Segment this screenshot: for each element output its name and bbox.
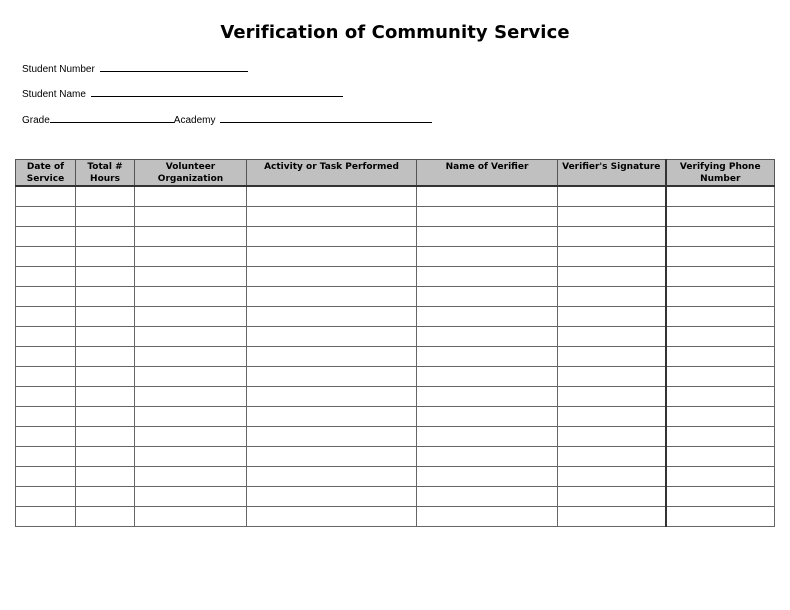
table-row (16, 186, 775, 206)
table-cell[interactable] (247, 246, 417, 266)
student-number-field[interactable] (100, 61, 248, 72)
table-cell[interactable] (247, 226, 417, 246)
table-cell[interactable] (76, 186, 135, 206)
table-cell[interactable] (666, 246, 775, 266)
table-cell[interactable] (16, 246, 76, 266)
table-cell[interactable] (558, 306, 666, 326)
table-cell[interactable] (558, 326, 666, 346)
table-cell[interactable] (558, 446, 666, 466)
table-row (16, 366, 775, 386)
table-cell[interactable] (417, 446, 558, 466)
table-cell[interactable] (558, 286, 666, 306)
table-cell[interactable] (76, 266, 135, 286)
table-cell[interactable] (135, 506, 247, 526)
table-header-row (16, 160, 775, 187)
table-cell[interactable] (16, 206, 76, 226)
table-cell[interactable] (16, 326, 76, 346)
table-cell[interactable] (76, 226, 135, 246)
table-cell[interactable] (666, 506, 775, 526)
table-cell[interactable] (666, 286, 775, 306)
table-cell[interactable] (666, 306, 775, 326)
table-cell[interactable] (16, 366, 76, 386)
service-log-table (15, 159, 775, 527)
table-cell[interactable] (558, 266, 666, 286)
table-cell[interactable] (76, 326, 135, 346)
table-cell[interactable] (135, 246, 247, 266)
column-verifying-phone: Verifying Phone Number (666, 160, 775, 187)
table-cell[interactable] (417, 226, 558, 246)
table-cell[interactable] (666, 486, 775, 506)
table-cell[interactable] (135, 486, 247, 506)
table-cell[interactable] (247, 286, 417, 306)
table-cell[interactable] (417, 506, 558, 526)
grade-field[interactable] (50, 112, 174, 123)
table-cell[interactable] (135, 306, 247, 326)
table-row (16, 446, 775, 466)
table-cell[interactable] (135, 346, 247, 366)
table-cell[interactable] (558, 406, 666, 426)
table-cell[interactable] (16, 466, 76, 486)
table-cell[interactable] (135, 326, 247, 346)
table-cell[interactable] (135, 286, 247, 306)
table-cell[interactable] (247, 266, 417, 286)
student-name-label: Student Name (22, 89, 86, 100)
table-cell[interactable] (558, 346, 666, 366)
table-cell[interactable] (417, 286, 558, 306)
table-cell[interactable] (76, 366, 135, 386)
table-cell[interactable] (76, 426, 135, 446)
table-cell[interactable] (247, 406, 417, 426)
table-cell[interactable] (417, 306, 558, 326)
student-number-label: Student Number (22, 64, 95, 75)
column-total-hours: Total # Hours (76, 160, 135, 187)
table-cell[interactable] (16, 286, 76, 306)
table-cell[interactable] (558, 426, 666, 446)
table-cell[interactable] (666, 446, 775, 466)
table-cell[interactable] (16, 506, 76, 526)
table-cell[interactable] (16, 306, 76, 326)
table-cell[interactable] (247, 426, 417, 446)
grade-label: Grade (22, 115, 50, 126)
table-row (16, 386, 775, 406)
table-cell[interactable] (135, 466, 247, 486)
table-row (16, 506, 775, 526)
table-cell[interactable] (666, 266, 775, 286)
column-verifier-signature: Verifier's Signature (558, 160, 666, 187)
table-cell[interactable] (16, 426, 76, 446)
grade-academy-row (22, 112, 432, 126)
table-cell[interactable] (558, 186, 666, 206)
table-cell[interactable] (135, 366, 247, 386)
table-cell[interactable] (76, 286, 135, 306)
column-name-of-verifier: Name of Verifier (417, 160, 558, 187)
table-cell[interactable] (16, 346, 76, 366)
student-number-row (22, 61, 248, 75)
table-row (16, 266, 775, 286)
student-name-field[interactable] (91, 86, 343, 97)
column-date-of-service: Date of Service (16, 160, 76, 187)
table-cell[interactable] (76, 386, 135, 406)
table-cell[interactable] (666, 326, 775, 346)
table-cell[interactable] (666, 366, 775, 386)
table-cell[interactable] (417, 346, 558, 366)
table-cell[interactable] (417, 386, 558, 406)
table-cell[interactable] (247, 506, 417, 526)
table-cell[interactable] (16, 266, 76, 286)
table-cell[interactable] (247, 386, 417, 406)
table-cell[interactable] (558, 386, 666, 406)
table-cell[interactable] (558, 206, 666, 226)
page-title: Verification of Community Service (220, 22, 570, 43)
table-cell[interactable] (666, 226, 775, 246)
table-cell[interactable] (135, 226, 247, 246)
table-cell[interactable] (417, 486, 558, 506)
table-cell[interactable] (135, 446, 247, 466)
column-volunteer-organization: Volunteer Organization (135, 160, 247, 187)
table-cell[interactable] (558, 366, 666, 386)
table-cell[interactable] (417, 246, 558, 266)
table-cell[interactable] (417, 366, 558, 386)
table-cell[interactable] (666, 386, 775, 406)
table-cell[interactable] (417, 426, 558, 446)
table-cell[interactable] (76, 306, 135, 326)
table-row (16, 246, 775, 266)
table-cell[interactable] (135, 266, 247, 286)
table-cell[interactable] (417, 266, 558, 286)
table-cell[interactable] (76, 246, 135, 266)
table-cell[interactable] (135, 186, 247, 206)
table-cell[interactable] (417, 326, 558, 346)
table-cell[interactable] (247, 346, 417, 366)
table-cell[interactable] (135, 406, 247, 426)
table-cell[interactable] (135, 426, 247, 446)
table-cell[interactable] (16, 406, 76, 426)
table-row (16, 346, 775, 366)
table-body (16, 186, 775, 526)
table-cell[interactable] (16, 386, 76, 406)
table-cell[interactable] (417, 466, 558, 486)
table-cell[interactable] (666, 426, 775, 446)
table-cell[interactable] (135, 386, 247, 406)
table-row (16, 426, 775, 446)
table-cell[interactable] (558, 466, 666, 486)
table-cell[interactable] (417, 206, 558, 226)
table-cell[interactable] (247, 206, 417, 226)
table-cell[interactable] (417, 186, 558, 206)
column-activity-performed: Activity or Task Performed (247, 160, 417, 187)
table-cell[interactable] (247, 326, 417, 346)
table-cell[interactable] (558, 226, 666, 246)
table-cell[interactable] (666, 186, 775, 206)
table-cell[interactable] (666, 206, 775, 226)
table-cell[interactable] (135, 206, 247, 226)
table-cell[interactable] (666, 346, 775, 366)
table-cell[interactable] (558, 506, 666, 526)
table-row (16, 406, 775, 426)
table-cell[interactable] (76, 486, 135, 506)
table-cell[interactable] (558, 486, 666, 506)
table-cell[interactable] (16, 226, 76, 246)
table-row (16, 226, 775, 246)
table-cell[interactable] (666, 466, 775, 486)
table-cell[interactable] (247, 366, 417, 386)
table-cell[interactable] (76, 346, 135, 366)
table-row (16, 326, 775, 346)
table-row (16, 206, 775, 226)
table-row (16, 486, 775, 506)
table-cell[interactable] (247, 306, 417, 326)
table-row (16, 286, 775, 306)
table-cell[interactable] (247, 186, 417, 206)
table-cell[interactable] (76, 446, 135, 466)
table-cell[interactable] (76, 506, 135, 526)
table-cell[interactable] (76, 406, 135, 426)
student-name-row (22, 86, 343, 100)
table-row (16, 306, 775, 326)
table-cell[interactable] (76, 206, 135, 226)
table-row (16, 466, 775, 486)
table-cell[interactable] (666, 406, 775, 426)
table-cell[interactable] (16, 486, 76, 506)
academy-label: Academy (173, 115, 216, 126)
table-cell[interactable] (76, 466, 135, 486)
academy-field[interactable] (220, 112, 432, 123)
table-cell[interactable] (558, 246, 666, 266)
table-cell[interactable] (247, 486, 417, 506)
table-cell[interactable] (247, 446, 417, 466)
table-cell[interactable] (247, 466, 417, 486)
table-cell[interactable] (417, 406, 558, 426)
table-cell[interactable] (16, 446, 76, 466)
table-cell[interactable] (16, 186, 76, 206)
